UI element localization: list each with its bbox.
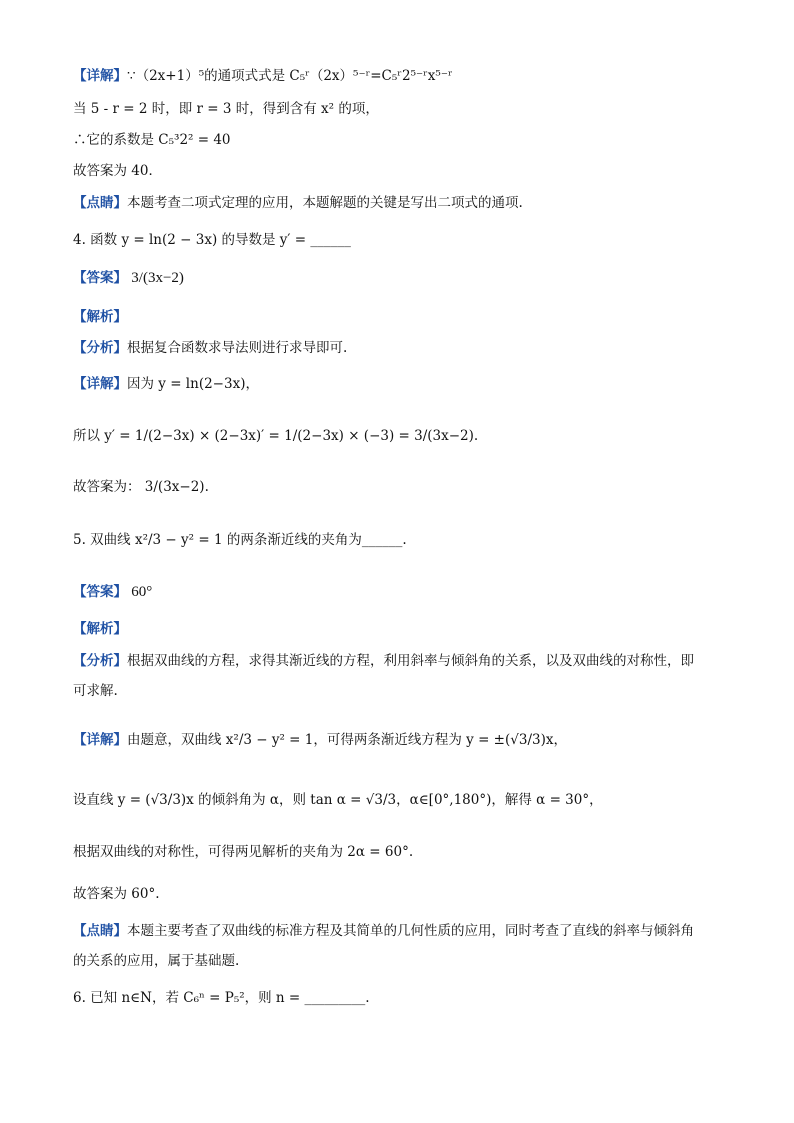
detail-tag: 【详解】 xyxy=(73,376,127,392)
q4-derivation: 所以 y′ = 1/(2−3x) × (2−3x)′ = 1/(2−3x) × (−3) = 3/(3x−2). xyxy=(73,428,479,444)
q5-answer-line xyxy=(73,582,152,602)
answer-tag: 【答案】 xyxy=(73,270,127,286)
q6-question: 6. 已知 n∈N，若 C₆ⁿ = P₅²，则 n = _________. xyxy=(73,990,370,1006)
analysis-tag: 【解析】 xyxy=(73,621,127,637)
q5-brief-text1: 根据双曲线的方程，求得其渐近线的方程，利用斜率与倾斜角的关系，以及双曲线的对称性，即 xyxy=(127,653,694,669)
q4-answer-value: 3/(3x−2) xyxy=(131,270,184,286)
q4-detail-line xyxy=(73,374,259,394)
q3-line4: 故答案为 40． xyxy=(73,163,162,179)
q4-analysis-tag xyxy=(73,307,127,327)
q5-comment-line2: 的关系的应用，属于基础题. xyxy=(73,953,240,969)
q4-brief-line xyxy=(73,338,347,358)
q5-line2: 设直线 y = (√3/3)x 的倾斜角为 α，则 tan α = √3/3，α∈[0°,180°)，解得 α = 30°， xyxy=(73,792,603,808)
q5-comment-text1: 本题主要考查了双曲线的标准方程及其简单的几何性质的应用，同时考查了直线的斜率与倾斜角 xyxy=(127,923,694,939)
detail-tag: 【详解】 xyxy=(73,732,127,748)
q5-detail-text: 由题意，双曲线 x²/3 − y² = 1，可得两条渐近线方程为 y = ±(√3/3)x， xyxy=(127,732,567,748)
detail-tag: 【详解】 xyxy=(73,68,127,84)
brief-tag: 【分析】 xyxy=(73,653,127,669)
q5-line3: 根据双曲线的对称性，可得两见解析的夹角为 2α = 60°. xyxy=(73,844,414,860)
q4-final: 故答案为： 3/(3x−2). xyxy=(73,479,209,495)
comment-tag: 【点睛】 xyxy=(73,923,127,939)
q5-detail-line xyxy=(73,730,567,750)
q4-detail-text: 因为 y = ln(2−3x)， xyxy=(127,376,259,392)
analysis-tag: 【解析】 xyxy=(73,309,127,325)
q3-line2: 当 5 - r = 2 时，即 r = 3 时，得到含有 x² 的项， xyxy=(73,101,379,117)
comment-tag: 【点睛】 xyxy=(73,195,127,211)
q4-question: 4. 函数 y = ln(2 − 3x) 的导数是 y′ = ______ xyxy=(73,232,351,248)
q5-analysis-tag xyxy=(73,619,127,639)
q5-brief-line2: 可求解. xyxy=(73,683,118,699)
answer-tag: 【答案】 xyxy=(73,584,127,600)
q3-comment-line xyxy=(73,193,523,213)
q3-line3: ∴它的系数是 C₅³2² = 40 xyxy=(73,132,231,148)
brief-tag: 【分析】 xyxy=(73,340,127,356)
q5-comment-line1 xyxy=(73,921,694,941)
q3-comment-text: 本题考查二项式定理的应用，本题解题的关键是写出二项式的通项. xyxy=(127,195,523,211)
q3-detail-line xyxy=(73,66,453,86)
q4-answer-line xyxy=(73,268,184,288)
q5-answer-value: 60° xyxy=(131,584,153,600)
q5-question: 5. 双曲线 x²/3 − y² = 1 的两条渐近线的夹角为______. xyxy=(73,532,407,548)
q4-brief-text: 根据复合函数求导法则进行求导即可. xyxy=(127,340,348,356)
q3-detail-text: ∵（2x+1）⁵的通项式式是 C₅ʳ（2x）⁵⁻ʳ=C₅ʳ2⁵⁻ʳx⁵⁻ʳ xyxy=(127,68,453,84)
q5-line4: 故答案为 60°. xyxy=(73,886,160,902)
q5-brief-line1 xyxy=(73,651,694,671)
